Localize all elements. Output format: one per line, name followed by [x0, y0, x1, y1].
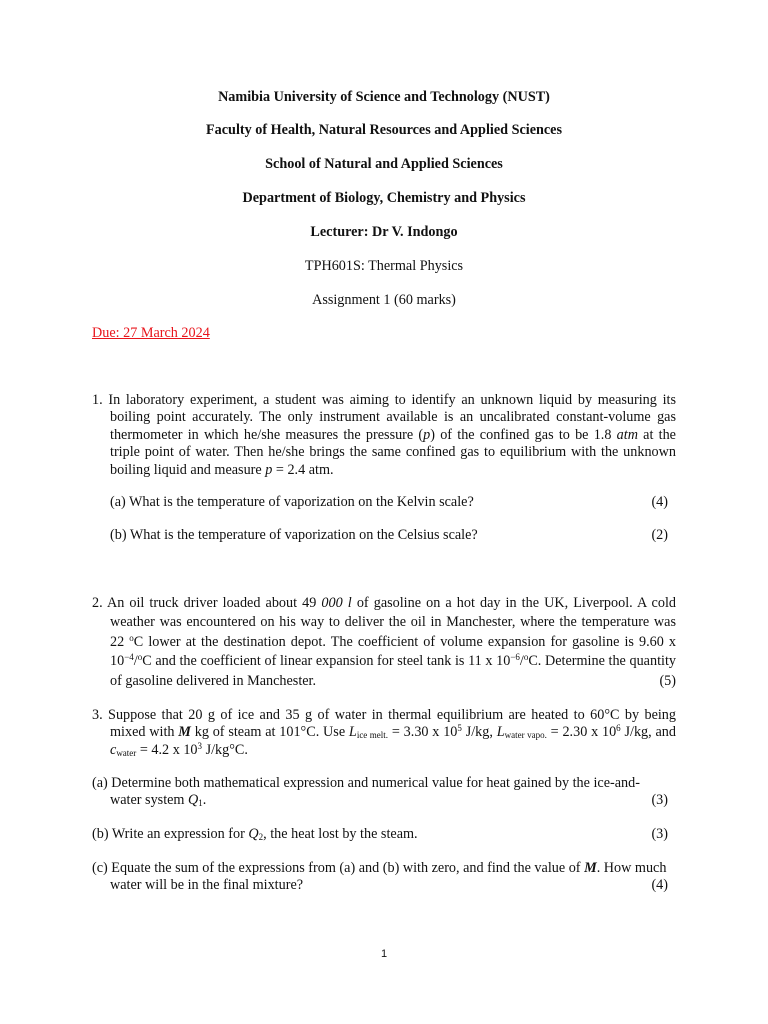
due-date: Due: 27 March 2024	[92, 325, 210, 341]
exponent-sup: 5	[457, 723, 462, 734]
q1b-marks: (2)	[651, 527, 668, 543]
q3a-subscript: 1	[198, 798, 203, 809]
q1-var-p: p	[265, 461, 273, 478]
exponent-sup: −4	[124, 652, 134, 663]
q3c-text: (c) Equate the sum of the expressions from (a) and (b) with zero, and find the value of	[92, 860, 585, 876]
q3-text: J/kg°C.	[202, 741, 248, 758]
faculty-heading: Faculty of Health, Natural Resources and Applied Sciences	[206, 122, 562, 138]
q2-text: 2. An oil truck driver loaded about 49	[92, 595, 322, 611]
q3b-text: (b) Write an expression for	[92, 826, 249, 842]
q3-text: J/kg,	[461, 724, 497, 741]
university-heading: Namibia University of Science and Technology (NUST)	[218, 89, 550, 105]
q1-text: = 2.4 atm.	[272, 461, 334, 478]
exponent-sup: 6	[616, 723, 621, 734]
department-heading: Department of Biology, Chemistry and Physics	[242, 190, 526, 206]
q1-text: ) of the confined gas to be 1.8	[430, 426, 617, 443]
q2-volume: 000 l	[321, 595, 352, 611]
q2-text: C and the coefficient of linear expansion for steel tank is 11 x 10	[142, 653, 511, 670]
q1a-marks: (4)	[651, 494, 668, 510]
q2-text: of gasoline on a hot day in the UK, Liverpool. A cold weather was encountered on his way to deliver the oil in Manchester, where the temperature was 22	[110, 595, 676, 650]
q1a-text: (a) What is the temperature of vaporization on the Kelvin scale?	[110, 494, 474, 510]
q3-text: kg of steam at 101°C. Use	[190, 724, 349, 741]
question-3b	[92, 826, 668, 843]
question-1	[92, 392, 676, 479]
q3a-text: (a) Determine both mathematical expression and numerical value for heat gained by the ice-and-water system	[92, 775, 640, 809]
q2-text: C. Determine the quantity of gasoline delivered in Manchester.	[110, 653, 676, 689]
q3c-marks: (4)	[651, 877, 668, 894]
exponent-sup: 3	[197, 740, 203, 751]
q3a-var-Q: Q	[188, 792, 199, 809]
q3-text: J/kg, and	[620, 724, 676, 741]
q2-text: C lower at the destination depot. The coefficient of volume expansion for gasoline is 9.60 x 10	[110, 633, 677, 670]
question-1b	[110, 527, 668, 544]
q3-var-L: L	[348, 724, 357, 741]
question-3	[92, 707, 676, 759]
q3c-var-M: M	[584, 860, 597, 876]
page-number: 1	[380, 948, 388, 960]
q3b-subscript: 2	[258, 832, 264, 842]
lecturer-heading: Lecturer: Dr V. Indongo	[310, 224, 458, 240]
exponent-sup: −6	[510, 652, 520, 663]
q3b-text: , the heat lost by the steam.	[263, 826, 418, 842]
question-2	[92, 594, 676, 691]
q3-var-L: L	[496, 724, 505, 741]
q3-subscript: water	[116, 747, 137, 758]
course-title: TPH601S: Thermal Physics	[304, 258, 464, 274]
q3b-var-Q: Q	[248, 826, 259, 842]
q3-text: = 3.30 x 10	[388, 724, 458, 741]
school-heading: School of Natural and Applied Sciences	[265, 156, 503, 172]
q2-text: /	[519, 653, 524, 670]
q3-subscript: ice melt.	[356, 730, 389, 741]
q3-text: 3. Suppose that 20 g of ice and 35 g of water in thermal equilibrium are heated to 60°C by being mixed with	[92, 707, 676, 741]
q3c-text: . How much water will be in the final mixture?	[110, 860, 667, 894]
degree-sup: o	[129, 632, 134, 643]
assignment-title: Assignment 1 (60 marks)	[312, 292, 456, 308]
q3-var-c: c	[110, 741, 117, 758]
q1-unit-atm: atm	[616, 426, 638, 443]
q1b-text: (b) What is the temperature of vaporization on the Celsius scale?	[110, 527, 478, 543]
q1-var-p: p	[423, 426, 431, 443]
q3a-marks: (3)	[651, 792, 668, 809]
q3-text: = 2.30 x 10	[546, 724, 617, 741]
q1-text: 1. In laboratory experiment, a student was aiming to identify an unknown liquid by measuring its boiling point accurately. The only instrument available is an uncalibrated constant-volume gas thermometer in which he/she measures the pressure (	[92, 392, 676, 443]
q3-text: = 4.2 x 10	[136, 741, 198, 758]
q2-marks: (5)	[659, 672, 676, 689]
q3a-text: .	[202, 792, 207, 809]
degree-sup: o	[523, 652, 529, 663]
q3b-marks: (3)	[651, 826, 668, 842]
question-1a	[110, 494, 668, 511]
q2-text: /	[133, 653, 138, 670]
question-3c	[92, 860, 668, 895]
q3-var-M: M	[178, 724, 191, 741]
q1-text: at the triple point of water. Then he/she brings the same confined gas to equilibrium with the unknown boiling liquid and measure	[110, 426, 676, 478]
question-3a	[92, 775, 668, 810]
q3-subscript: water vapo.	[504, 730, 547, 741]
degree-sup: o	[137, 652, 143, 663]
